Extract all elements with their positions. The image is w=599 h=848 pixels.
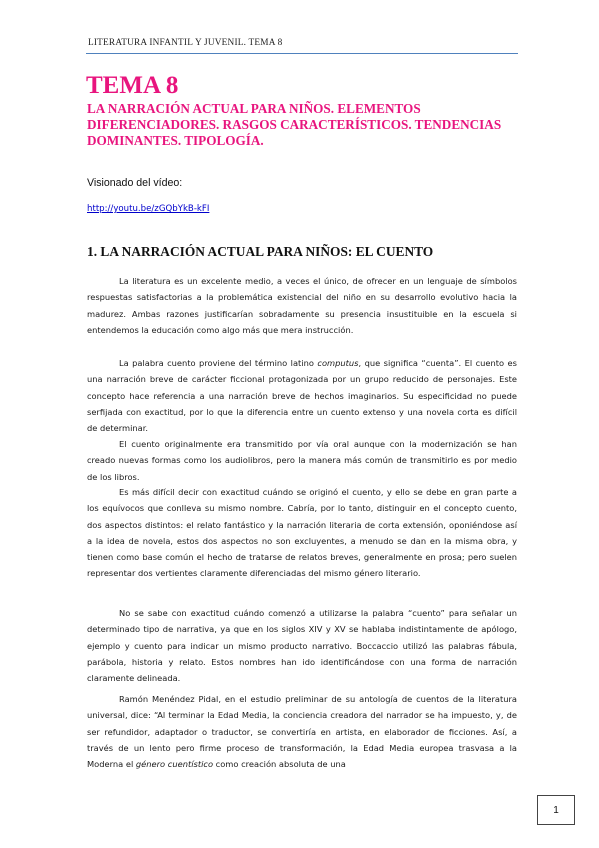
video-link[interactable]: http://youtu.be/zGQbYkB-kFI [87, 204, 210, 214]
chapter-title: TEMA 8 [86, 72, 179, 99]
running-header: LITERATURA INFANTIL Y JUVENIL. TEMA 8 [88, 38, 283, 48]
paragraph-6 [87, 691, 517, 772]
header-divider [86, 53, 518, 54]
paragraph-5: No se sabe con exactitud cuándo comenzó a utilizarse la palabra “cuento” para señalar un determinado tipo de narrativa, ya que en los siglos XIV y XV se hablaba indistintamente de apólogo, ejemplo y cuento para indicar un mismo producto narrativo. Boccaccio utilizó las palabras fábula, parábola, historia y relato. Estos nombres han ido identificándose con una forma de narración claramente delineada. [87, 608, 517, 684]
paragraph-6-text-b: como creación absoluta de una [213, 759, 346, 770]
paragraph-1: La literatura es un excelente medio, a veces el único, de ofrecer en un lenguaje de símbolos respuestas satisfactorias a la problemática existencial del niño en su desarrollo evolutivo hacia la madurez. Ambas razones justificarían sobradamente su presencia insustituible en la escuela si entendemos la educación como algo más que mera instrucción. [87, 276, 517, 335]
paragraph-4: Es más difícil decir con exactitud cuándo se originó el cuento, y ello se debe en gran parte a los equívocos que conlleva su mismo nombre. Cabría, por lo tanto, distinguir en el concepto cuento, dos aspectos distintos: el relato fantástico y la narración literaria de corta extensión, oponiéndose así a la idea de novela, estos dos aspectos no son excluyentes, a menudo se dan en la misma obra, y tienen como base común el hecho de tratarse de relatos breves, generalmente en prosa; pero suelen representar dos vertientes claramente diferenciadas del mismo género literario. [87, 487, 517, 579]
page-number: 1 [553, 804, 559, 816]
paragraph-3: El cuento originalmente era transmitido por vía oral aunque con la modernización se han creado nuevas formas como los audiolibros, pero la manera más común de transmitirlo es por medio de los libros. [87, 439, 517, 482]
paragraph-2-italic: computus [317, 358, 359, 368]
paragraph-2 [87, 355, 517, 436]
paragraph-2-text-b: , que significa “cuenta”. El cuento es una narración breve de carácter ficcional protagonizada por un grupo reducido de personajes. Este concepto hace referencia a una narración breve de hechos imaginarios. Su especificidad no puede serfijada con exactitud, por lo que la diferencia entre un cuento extenso y una novela corta es difícil de determinar. [87, 358, 517, 434]
chapter-subtitle: LA NARRACIÓN ACTUAL PARA NIÑOS. ELEMENTOS DIFERENCIADORES. RASGOS CARACTERÍSTICOS. TENDENCIAS DOMINANTES. TIPOLOGÍA. [87, 101, 502, 148]
paragraph-6-text-a: Ramón Menéndez Pidal, en el estudio preliminar de su antología de cuentos de la literatura universal, dice: “Al terminar la Edad Media, la conciencia creadora del narrador se ha impuesto, y, de ser refundidor, adaptador o traductor, se convertiría en artista, en elaborador de ficciones. Así, a través de un lento pero firme proceso de transformación, la Edad Media europea trasvasa a la Moderna el [87, 694, 517, 770]
video-label: Visionado del vídeo: [87, 177, 183, 189]
paragraph-2-text-a: La palabra cuento proviene del término latino [119, 358, 318, 368]
page-number-box [537, 795, 575, 825]
section-heading: 1. LA NARRACIÓN ACTUAL PARA NIÑOS: EL CUENTO [87, 244, 434, 259]
paragraph-6-italic: género cuentístico [135, 759, 214, 770]
